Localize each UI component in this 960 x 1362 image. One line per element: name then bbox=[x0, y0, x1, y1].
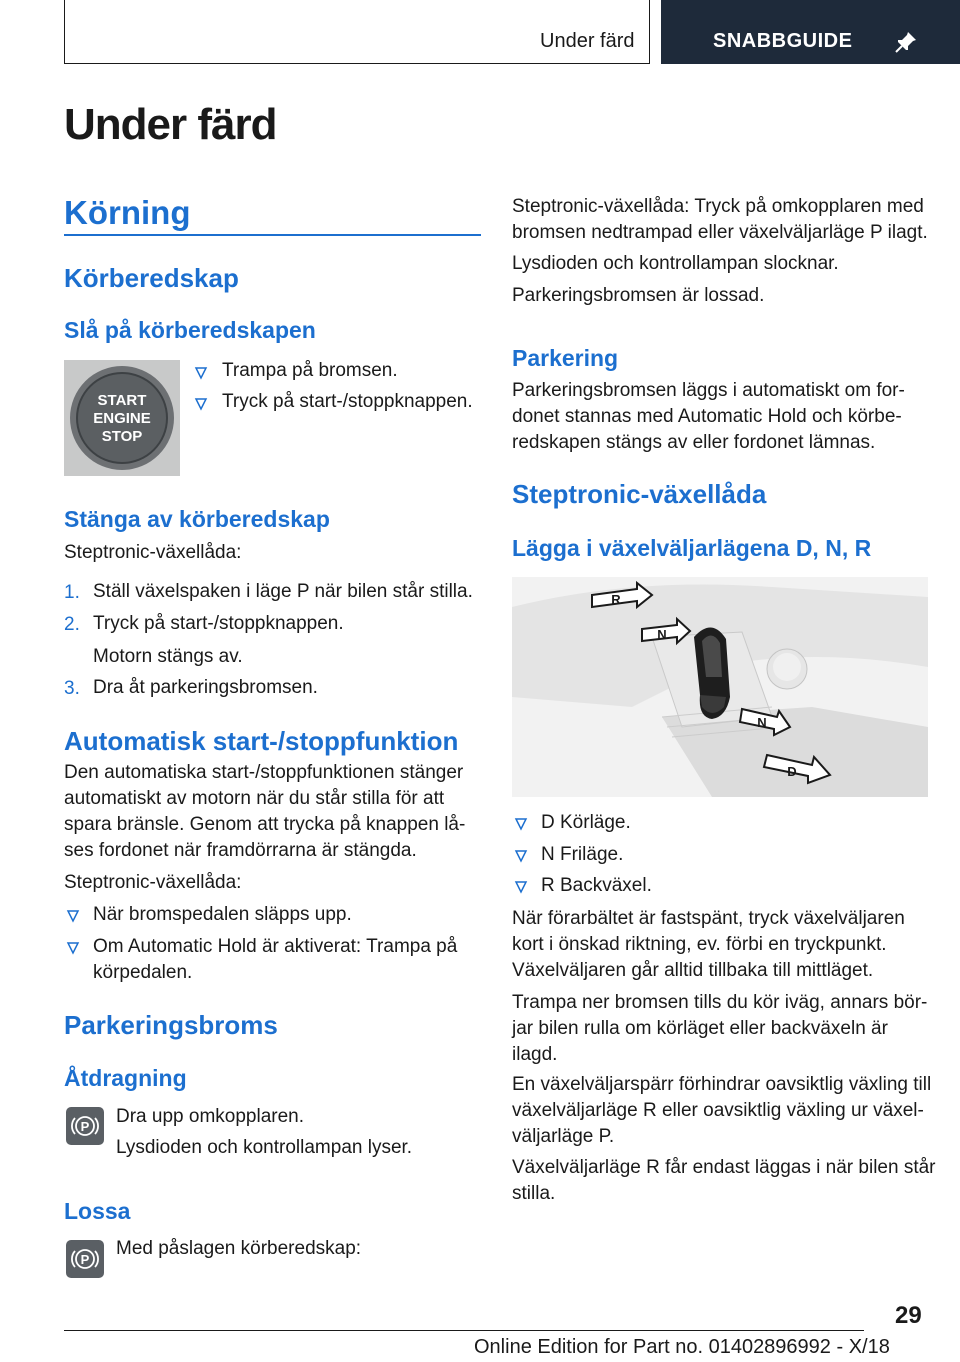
parkering-line: Parkeringsbromsen läggs i automatiskt om for- bbox=[512, 380, 905, 401]
atdragning-line: Dra upp omkopplaren. bbox=[116, 1106, 304, 1127]
start-button-text-2: ENGINE bbox=[93, 410, 151, 427]
para2-line: jar bilen rulla om körläget eller backväxeln är bbox=[512, 1018, 888, 1039]
footer-edition: Online Edition for Part no. 01402896992 - X/18 bbox=[474, 1336, 890, 1358]
header-frame-divider bbox=[649, 0, 650, 64]
start-stop-button-image bbox=[64, 360, 180, 476]
quickguide-tab-label: SNABBGUIDE bbox=[713, 30, 853, 52]
para2-line: Trampa ner bromsen tills du kör iväg, annars bör- bbox=[512, 992, 928, 1013]
atdragning-line: Lysdioden och kontrollampan lyser. bbox=[116, 1137, 413, 1158]
svg-text:P: P bbox=[80, 1252, 90, 1267]
para3-line: växelväljarläge R eller oavsiktlig växling ur växel- bbox=[512, 1100, 924, 1121]
auto-bullet: körpedalen. bbox=[93, 962, 193, 983]
parkering-line: donet stannas med Automatic Hold och körbe- bbox=[512, 406, 902, 427]
led-line: Lysdioden och kontrollampan slocknar. bbox=[512, 253, 839, 274]
auto-intro: Steptronic-växellåda: bbox=[64, 872, 242, 893]
gear-label-r: R bbox=[611, 592, 621, 607]
auto-line: automatiskt av motorn när du står stilla för att bbox=[64, 788, 445, 809]
parking-brake-icon bbox=[66, 1107, 104, 1145]
gear-selector-image bbox=[512, 577, 928, 797]
released-line: Parkeringsbromsen är lossad. bbox=[512, 285, 765, 306]
chapter-rule bbox=[64, 234, 481, 236]
step-number: 2. bbox=[64, 614, 80, 635]
start-step: Tryck på start-/stoppknappen. bbox=[222, 391, 473, 412]
gear-bullet: R Backväxel. bbox=[541, 875, 652, 896]
auto-line: Den automatiska start-/stoppfunktionen stänger bbox=[64, 762, 464, 783]
bullet-triangle-icon bbox=[194, 397, 208, 411]
svg-text:P: P bbox=[80, 1119, 90, 1134]
para3-line: En växelväljarspärr förhindrar oavsiktlig växling till bbox=[512, 1074, 932, 1095]
para1-line: Växelväljaren går alltid tillbaka till mittläget. bbox=[512, 960, 874, 981]
heading-sla-pa: Slå på körberedskapen bbox=[64, 317, 316, 343]
bullet-triangle-icon bbox=[66, 941, 80, 955]
step-text: Tryck på start-/stoppknappen. bbox=[93, 613, 344, 634]
step-number: 3. bbox=[64, 678, 80, 699]
heading-atdragning: Åtdragning bbox=[64, 1065, 187, 1091]
bullet-triangle-icon bbox=[66, 909, 80, 923]
heading-lagga: Lägga i växelväljarlägena D, N, R bbox=[512, 535, 872, 561]
para3-line: väljarläge P. bbox=[512, 1126, 615, 1147]
para4-line: stilla. bbox=[512, 1183, 556, 1204]
auto-line: ses fordonet när framdörrarna är stängda. bbox=[64, 840, 417, 861]
heading-lossa: Lossa bbox=[64, 1198, 131, 1224]
start-button-text-1: START bbox=[97, 392, 147, 409]
auto-bullet: Om Automatic Hold är aktiverat: Trampa på bbox=[93, 936, 458, 957]
gear-bullet: N Friläge. bbox=[541, 844, 624, 865]
bullet-triangle-icon bbox=[514, 849, 528, 863]
para2-line: ilagd. bbox=[512, 1044, 558, 1065]
header-frame-bottom bbox=[64, 63, 650, 64]
gear-label-n-down: N bbox=[757, 715, 767, 730]
start-button-text-3: STOP bbox=[101, 428, 143, 445]
lossa-line: Med påslagen körberedskap: bbox=[116, 1238, 362, 1259]
heading-parkeringsbroms: Parkeringsbroms bbox=[64, 1010, 278, 1040]
auto-line: spara bränsle. Genom att trycka på knappen lå- bbox=[64, 814, 466, 835]
heading-parkering: Parkering bbox=[512, 345, 619, 371]
chapter-heading: Körning bbox=[64, 194, 191, 231]
para4-line: Växelväljarläge R får endast läggas i när bilen står bbox=[512, 1157, 936, 1178]
pin-icon bbox=[894, 30, 918, 54]
bullet-triangle-icon bbox=[194, 366, 208, 380]
heading-stanga: Stänga av körberedskap bbox=[64, 506, 330, 532]
parkering-line: redskapen stängs av eller fordonet lämnas. bbox=[512, 432, 876, 453]
para1-line: kort i önskad riktning, ev. förbi en tryckpunkt. bbox=[512, 934, 887, 955]
heading-auto-start-stop: Automatisk start-/stoppfunktion bbox=[64, 726, 459, 756]
gear-bullet: D Körläge. bbox=[541, 812, 631, 833]
start-step: Trampa på bromsen. bbox=[222, 360, 398, 381]
parking-brake-icon bbox=[66, 1240, 104, 1278]
para1-line: När förarbältet är fastspänt, tryck växelväljaren bbox=[512, 908, 905, 929]
page-number: 29 bbox=[895, 1302, 922, 1329]
auto-bullet: När bromspedalen släpps upp. bbox=[93, 904, 352, 925]
stanga-intro: Steptronic-växellåda: bbox=[64, 542, 242, 563]
intro-line: Steptronic-växellåda: Tryck på omkopplaren med bbox=[512, 196, 924, 217]
step-number: 1. bbox=[64, 582, 80, 603]
heading-steptronic: Steptronic-växellåda bbox=[512, 479, 767, 509]
gear-label-n-up: N bbox=[657, 627, 667, 642]
intro-line: bromsen nedtrampad eller växelväljarläge P ilagt. bbox=[512, 222, 928, 243]
bullet-triangle-icon bbox=[514, 817, 528, 831]
footer-rule bbox=[64, 1330, 864, 1331]
header-frame-left bbox=[64, 0, 65, 64]
header-section-label: Under färd bbox=[540, 30, 635, 52]
step-text: Ställ växelspaken i läge P när bilen står stilla. bbox=[93, 581, 473, 602]
step-text: Dra åt parkeringsbromsen. bbox=[93, 677, 318, 698]
page-title: Under färd bbox=[64, 100, 277, 149]
bullet-triangle-icon bbox=[514, 880, 528, 894]
step-text: Motorn stängs av. bbox=[93, 646, 243, 667]
heading-korberedskap: Körberedskap bbox=[64, 263, 239, 293]
gear-label-d: D bbox=[787, 764, 797, 779]
